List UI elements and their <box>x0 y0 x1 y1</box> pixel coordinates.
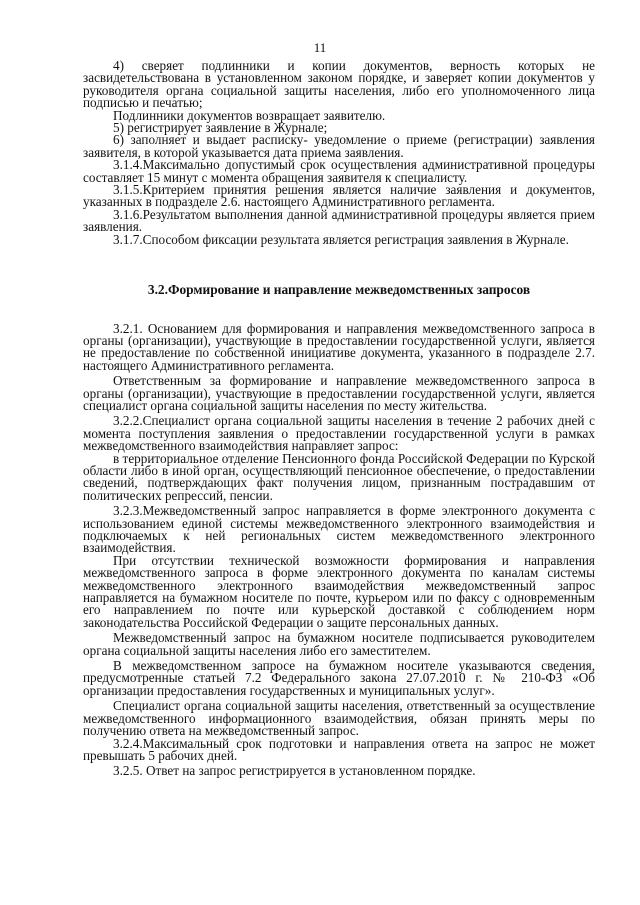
paragraph: Специалист органа социальной защиты населения, ответственный за осуществление межведомственного информационного взаимодействия, обязан принять меры по получению ответа на межведомственный запрос. <box>83 698 595 739</box>
paragraph: 6) заполняет и выдает расписку- уведомление о приеме (регистрации) заявления заявителя, в которой указывается дата приема заявления. <box>83 132 595 160</box>
paragraph: Межведомственный запрос на бумажном носителе подписывается руководителем органа социальной защиты населения либо его заместителем. <box>83 630 595 658</box>
paragraph: В межведомственном запросе на бумажном носителе указываются сведения, предусмотренные статьей 7.2 Федерального закона 27.07.2010 г. № 210-ФЗ «Об организации предоставления государственных и муниципальных услуг». <box>83 658 595 698</box>
paragraph: Ответственным за формирование и направление межведомственного запроса в органы (организации), участвующие в предоставлении государственной услуги, является специалист органа социальной защиты населения по месту жительства. <box>83 373 595 413</box>
page-number: 11 <box>313 40 327 55</box>
paragraph: 3.2.2.Специалист органа социальной защиты населения в течение 2 рабочих дней с момента поступления заявления о предоставлении государственной услуги в рамках межведомственного взаимодействия направляет запрос: <box>83 413 595 454</box>
paragraph: 3.2.1. Основанием для формирования и направления межведомственного запроса в органы (организации), участвующие в предоставлении государственной услуги, является не предоставление по собственной инициативе документа, указанного в подразделе 2.7. настоящего Административного регламента. <box>83 320 595 373</box>
paragraph: Подлинники документов возвращает заявителю. <box>113 107 386 123</box>
paragraph: 3.1.4.Максимально допустимый срок осуществления административной процедуры составляет 15 минут с момента обращения заявителя к специалисту. <box>83 157 595 185</box>
paragraph: 3.2.5. Ответ на запрос регистрируется в установленном порядке. <box>113 763 476 779</box>
paragraph: в территориальное отделение Пенсионного фонда Российской Федерации по Курской области либо в иной орган, осуществляющий пенсионное обеспечение, о предоставлении сведений, подтверждающих факт получения лицом, признанным пострадавшим от политических репрессий, пенсии. <box>83 450 595 503</box>
document-body <box>83 60 595 778</box>
paragraph: 3.2.4.Максимальный срок подготовки и направления ответа на запрос не может превышать 5 рабочих дней. <box>83 735 595 763</box>
paragraph: 3.2.3.Межведомственный запрос направляется в форме электронного документа с использованием единой системы межведомственного электронного взаимодействия и подключаемых к ней региональных систем межведомственного электронного взаимодействия. <box>83 503 595 556</box>
paragraph: 3.1.7.Способом фиксации результата является регистрация заявления в Журнале. <box>113 231 569 247</box>
paragraph: 4) сверяет подлинники и копии документов, верность которых не засвидетельствована в установленном законом порядке, и заверяет копии документов у руководителя органа социальной защиты населения, либо его уполномоченного лица подписью и печатью; <box>83 58 595 111</box>
paragraph: 3.1.5.Критерием принятия решения является наличие заявления и документов, указанных в подразделе 2.6. настоящего Административного регламента. <box>83 182 595 210</box>
section-title: 3.2.Формирование и направление межведомственных запросов <box>147 282 531 298</box>
paragraph: 3.1.6.Результатом выполнения данной административной процедуры является прием заявления. <box>83 206 595 235</box>
paragraph: 5) регистрирует заявление в Журнале; <box>113 120 328 136</box>
paragraph: При отсутствии технической возможности формирования и направления межведомственного запроса в форме электронного документа по каналам системы межведомственного электронного взаимодействия межведомственный запрос направляется на бумажном носителе по почте, курьером или по факсу с одновременным его направлением по почте или курьерской доставкой с соблюдением норм законодательства Российской Федерации о защите персональных данных. <box>83 552 595 630</box>
